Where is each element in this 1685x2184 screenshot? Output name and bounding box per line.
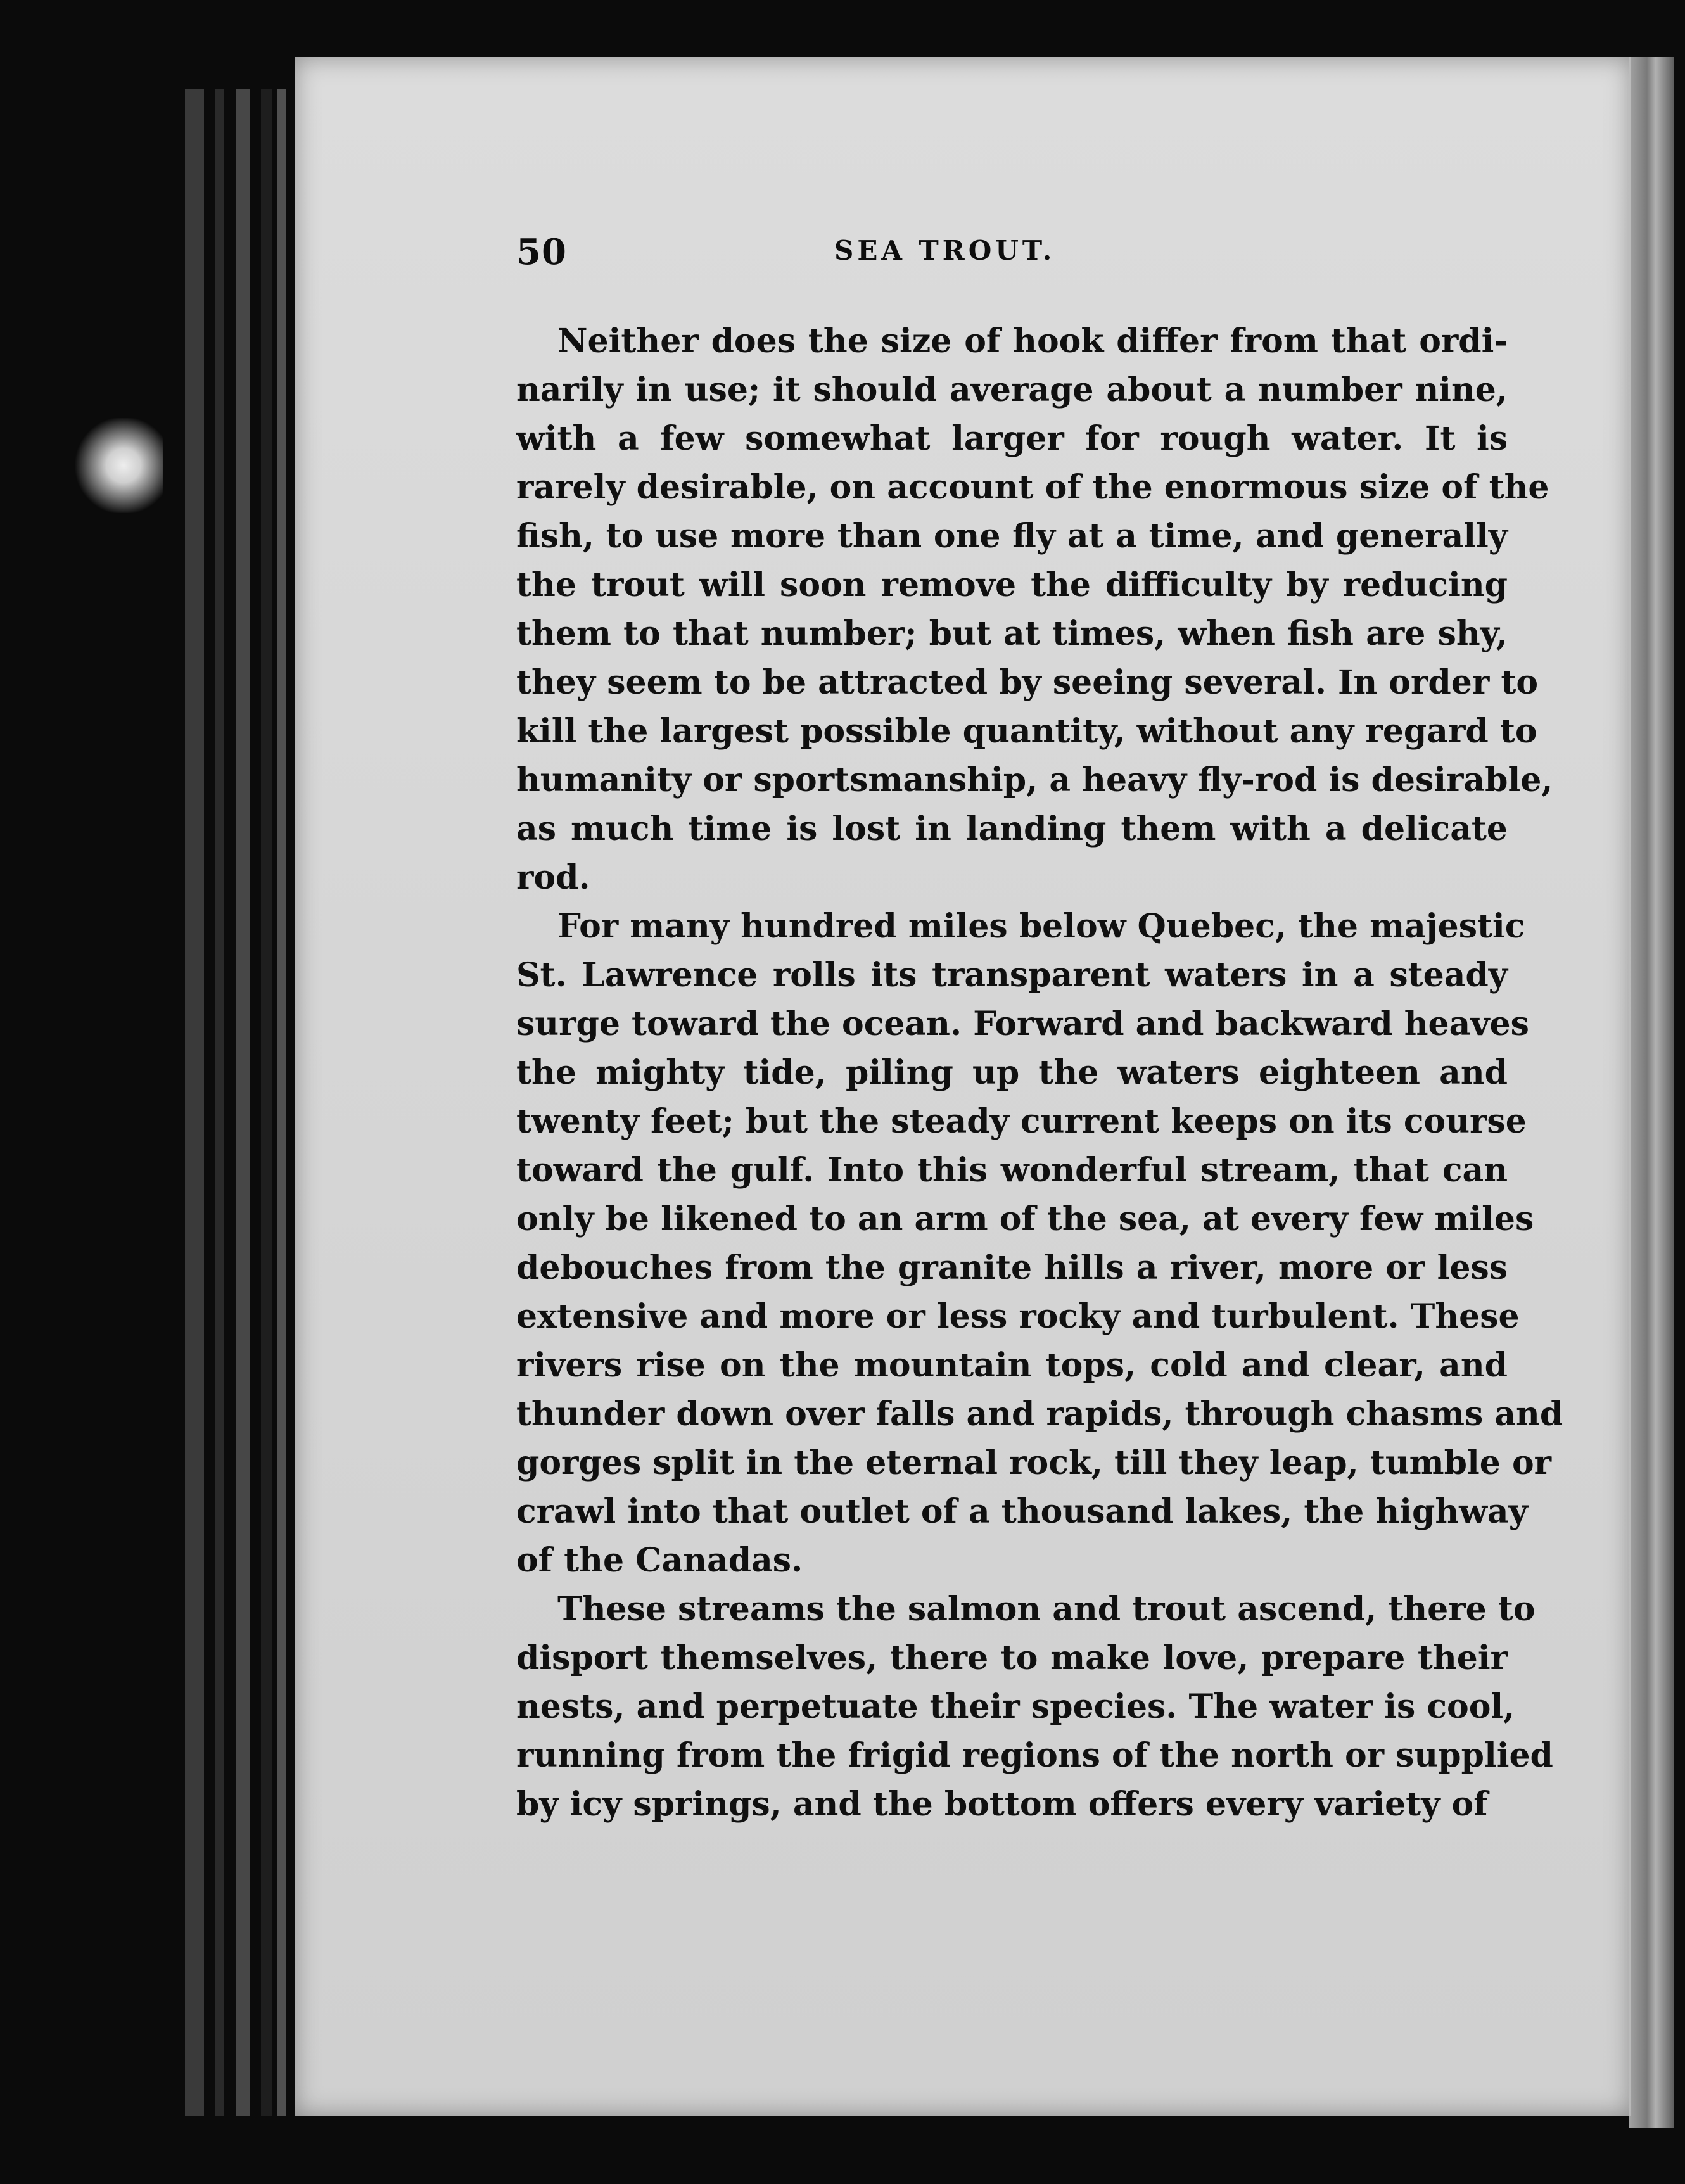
text-line: St. Lawrence rolls its transparent waters in a steady (516, 956, 1508, 994)
text-line: they seem to be attracted by seeing several. In order to (516, 663, 1539, 702)
book-spine-strip (261, 89, 272, 2116)
text-line: crawl into that outlet of a thousand lakes, the highway (516, 1492, 1528, 1531)
text-line: debouches from the granite hills a river, more or less (516, 1248, 1508, 1287)
text-line: surge toward the ocean. Forward and backward heaves (516, 1005, 1529, 1043)
page-number: 50 (516, 231, 567, 273)
text-line: the trout will soon remove the difficulty by reducing (516, 566, 1508, 604)
text-line: as much time is lost in landing them with a delicate (516, 809, 1508, 848)
book-spine-strip (236, 89, 250, 2116)
text-line: toward the gulf. Into this wonderful stream, that can (516, 1151, 1508, 1190)
paragraph (516, 902, 1563, 1585)
text-line: thunder down over falls and rapids, through chasms and (516, 1395, 1563, 1433)
text-line: nests, and perpetuate their species. The water is cool, (516, 1687, 1515, 1726)
running-head: SEA TROUT. (834, 235, 1056, 266)
book-spine-strip (185, 89, 204, 2116)
page-edge (1629, 57, 1674, 2128)
paragraph (516, 317, 1553, 902)
text-line: with a few somewhat larger for rough water. It is (516, 419, 1508, 458)
text-line: extensive and more or less rocky and turbulent. These (516, 1297, 1520, 1336)
text-line: twenty feet; but the steady current keeps on its course (516, 1102, 1527, 1141)
text-line: of the Canadas. (516, 1541, 803, 1580)
text-line: only be likened to an arm of the sea, at every few miles (516, 1200, 1534, 1238)
text-line: running from the frigid regions of the north or supplied (516, 1736, 1553, 1775)
text-line: rivers rise on the mountain tops, cold and clear, and (516, 1346, 1508, 1385)
text-line: by icy springs, and the bottom offers every variety of (516, 1785, 1488, 1824)
text-line: Neither does the size of hook differ from that ordi- (557, 322, 1508, 360)
text-line: These streams the salmon and trout ascend, there to (557, 1590, 1536, 1628)
dust-speck (75, 418, 163, 513)
text-line: rod. (516, 858, 590, 897)
text-line: humanity or sportsmanship, a heavy fly-rod is desirable, (516, 761, 1553, 799)
page-header (516, 231, 1530, 282)
text-line: kill the largest possible quantity, without any regard to (516, 712, 1537, 751)
text-line: rarely desirable, on account of the enormous size of the (516, 468, 1549, 507)
text-line: For many hundred miles below Quebec, the majestic (557, 907, 1525, 946)
text-line: disport themselves, there to make love, prepare their (516, 1639, 1508, 1677)
book-spine-strip (277, 89, 286, 2116)
text-line: gorges split in the eternal rock, till they leap, tumble or (516, 1444, 1552, 1482)
text-line: the mighty tide, piling up the waters eighteen and (516, 1053, 1508, 1092)
book-spine-strip (215, 89, 224, 2116)
text-line: them to that number; but at times, when fish are shy, (516, 614, 1508, 653)
text-line: fish, to use more than one fly at a time, and generally (516, 517, 1508, 556)
body-text (516, 317, 1563, 1829)
paragraph (516, 1585, 1553, 1829)
text-line: narily in use; it should average about a number nine, (516, 371, 1508, 409)
